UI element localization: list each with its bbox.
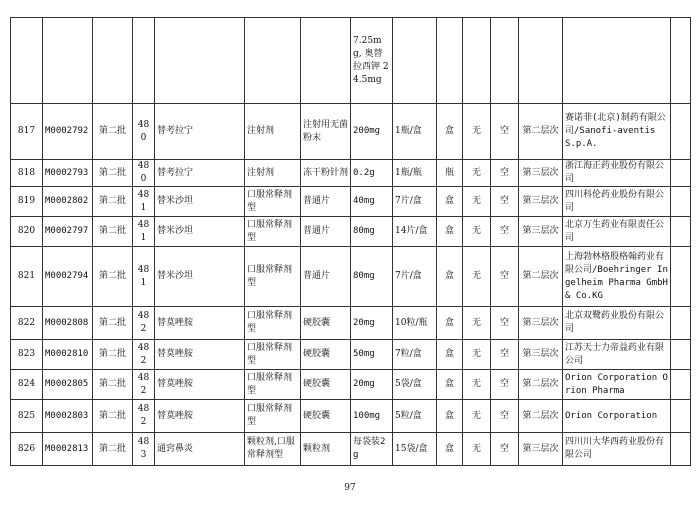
cell-empty [671,247,691,307]
cell-spec: 40mg [351,187,393,217]
cell-c1: 无 [463,247,491,307]
cell-c1: 无 [463,187,491,217]
cell-dosage-form: 口服常释剂型 [245,247,301,307]
cell-name: 替米沙坦 [155,217,245,247]
cell-company: 浙江海正药业股份有限公司 [563,160,671,187]
cell-level: 第三层次 [519,217,563,247]
cell-seq: 821 [11,247,43,307]
cell-unit: 盒 [437,307,463,340]
cell-batch: 第二批 [93,307,133,340]
cell-company: 四川川大华西药业股份有限公司 [563,433,671,466]
cell-batch: 第二批 [93,433,133,466]
cell-c2: 空 [491,370,519,400]
cell-name: 替莫唑胺 [155,307,245,340]
cell-dosage-form: 颗粒剂,口服常释剂型 [245,433,301,466]
cell-code: M0002805 [43,370,93,400]
cell-pack: 1瓶/瓶 [393,160,437,187]
cell-c1: 无 [463,217,491,247]
cell-empty [671,307,691,340]
cell-spec: 80mg [351,247,393,307]
drug-table [10,17,691,466]
cell-empty [671,400,691,433]
cell-seq: 826 [11,433,43,466]
cell-c2: 空 [491,160,519,187]
cell-empty [671,217,691,247]
cell-level: 第三层次 [519,307,563,340]
cell-c2: 空 [491,104,519,160]
cell-group: 482 [133,340,155,370]
table-row [11,307,691,340]
cell-pack: 14片/盒 [393,217,437,247]
cell-level: 第二层次 [519,370,563,400]
cell-name: 替莫唑胺 [155,370,245,400]
cell-empty [671,370,691,400]
cell-c2: 空 [491,187,519,217]
cell-pack: 5粒/盒 [393,400,437,433]
cell-company: 北京万生药业有限责任公司 [563,217,671,247]
cell-unit: 盒 [437,247,463,307]
cell-level: 第三层次 [519,340,563,370]
cell-c1: 无 [463,370,491,400]
cell-spec: 0.2g [351,160,393,187]
cell-group: 481 [133,247,155,307]
cell-dosage-form: 口服常释剂型 [245,217,301,247]
cell-actual-form: 普通片 [301,217,351,247]
cell-c2: 空 [491,307,519,340]
cell-actual-form: 注射用无菌粉末 [301,104,351,160]
cell-actual-form: 冻干粉针剂 [301,160,351,187]
cell-pack: 10粒/瓶 [393,307,437,340]
cell-dosage-form: 注射剂 [245,104,301,160]
cell-company: 上海勃林格殷格翰药业有限公司/Boehringer Ingelheim Pharma GmbH & Co.KG [563,247,671,307]
cell-spec: 20mg [351,307,393,340]
cell-pack: 7粒/盒 [393,340,437,370]
cell-unit: 盒 [437,433,463,466]
cell-actual-form: 颗粒剂 [301,433,351,466]
cell-name: 通窍鼻炎 [155,433,245,466]
cell-c1: 无 [463,400,491,433]
cell-batch: 第二批 [93,160,133,187]
cell-company: 北京双鹭药业股份有限公司 [563,307,671,340]
cell-empty [671,433,691,466]
cell-company: 四川科伦药业股份有限公司 [563,187,671,217]
cell-unit: 盒 [437,217,463,247]
cell-c2: 空 [491,433,519,466]
cell-spec: 200mg [351,104,393,160]
cell-actual-form: 普通片 [301,247,351,307]
cell-group: 480 [133,160,155,187]
table-row [11,433,691,466]
cell-group: 483 [133,433,155,466]
cell-unit: 盒 [437,370,463,400]
cell-group: 481 [133,217,155,247]
cell-code: M0002794 [43,247,93,307]
cell-spec: 80mg [351,217,393,247]
cell-group: 482 [133,307,155,340]
cell-unit: 盒 [437,187,463,217]
cell-code: M0002793 [43,160,93,187]
cell-seq: 825 [11,400,43,433]
cell-seq: 822 [11,307,43,340]
cell-level: 第三层次 [519,160,563,187]
cell-level: 第二层次 [519,247,563,307]
cell-empty [671,160,691,187]
cell-batch: 第二批 [93,370,133,400]
cell-empty [671,340,691,370]
cell-c2: 空 [491,217,519,247]
cell-dosage-form: 口服常释剂型 [245,370,301,400]
table-row-continued [11,18,691,104]
cell-pack: 5袋/盒 [393,370,437,400]
table-row [11,340,691,370]
cell-spec: 100mg [351,400,393,433]
cell-code: M0002802 [43,187,93,217]
cell-pack: 7片/盒 [393,247,437,307]
cell-company: Orion Corporation Orion Pharma [563,370,671,400]
cell-seq: 819 [11,187,43,217]
cell-name: 替米沙坦 [155,247,245,307]
cell-company: Orion Corporation [563,400,671,433]
cell-c1: 无 [463,340,491,370]
cell-c1: 无 [463,307,491,340]
cell-level: 第三层次 [519,187,563,217]
cell-pack: 15袋/盒 [393,433,437,466]
cell-group: 482 [133,370,155,400]
cell-batch: 第二批 [93,247,133,307]
spec-cell: 7.25mg, 奥替拉西钾 24.5mg [351,18,393,104]
cell-dosage-form: 口服常释剂型 [245,187,301,217]
cell-name: 替考拉宁 [155,104,245,160]
cell-c2: 空 [491,247,519,307]
cell-unit: 盒 [437,104,463,160]
cell-unit: 盒 [437,400,463,433]
cell-group: 482 [133,400,155,433]
cell-seq: 820 [11,217,43,247]
cell-seq: 823 [11,340,43,370]
cell-seq: 817 [11,104,43,160]
cell-batch: 第二批 [93,187,133,217]
cell-actual-form: 硬胶囊 [301,307,351,340]
cell-pack: 7片/盒 [393,187,437,217]
cell-code: M0002813 [43,433,93,466]
table-row [11,104,691,160]
cell-name: 替考拉宁 [155,160,245,187]
cell-c1: 无 [463,104,491,160]
cell-company: 赛诺菲(北京)制药有限公司/Sanofi-aventis S.p.A. [563,104,671,160]
table-row [11,400,691,433]
cell-empty [671,104,691,160]
cell-name: 替莫唑胺 [155,340,245,370]
table-row [11,217,691,247]
cell-spec: 每袋装2g [351,433,393,466]
cell-seq: 818 [11,160,43,187]
cell-dosage-form: 口服常释剂型 [245,307,301,340]
cell-group: 480 [133,104,155,160]
cell-dosage-form: 口服常释剂型 [245,400,301,433]
cell-batch: 第二批 [93,340,133,370]
cell-batch: 第二批 [93,217,133,247]
cell-c1: 无 [463,433,491,466]
cell-c1: 无 [463,160,491,187]
cell-code: M0002810 [43,340,93,370]
cell-dosage-form: 口服常释剂型 [245,340,301,370]
page-number: 97 [344,483,356,493]
cell-code: M0002808 [43,307,93,340]
cell-pack: 1瓶/盒 [393,104,437,160]
cell-actual-form: 硬胶囊 [301,400,351,433]
cell-level: 第三层次 [519,433,563,466]
cell-unit: 盒 [437,340,463,370]
cell-batch: 第二批 [93,400,133,433]
cell-spec: 20mg [351,370,393,400]
cell-c2: 空 [491,340,519,370]
cell-actual-form: 普通片 [301,187,351,217]
cell-code: M0002797 [43,217,93,247]
cell-empty [671,187,691,217]
cell-name: 替莫唑胺 [155,400,245,433]
cell-unit: 瓶 [437,160,463,187]
cell-name: 替米沙坦 [155,187,245,217]
cell-company: 江苏天士力帝益药业有限公司 [563,340,671,370]
cell-level: 第二层次 [519,104,563,160]
cell-code: M0002803 [43,400,93,433]
cell-actual-form: 硬胶囊 [301,370,351,400]
table-row [11,370,691,400]
table-row [11,160,691,187]
cell-level: 第二层次 [519,400,563,433]
cell-batch: 第二批 [93,104,133,160]
cell-code: M0002792 [43,104,93,160]
cell-actual-form: 硬胶囊 [301,340,351,370]
cell-seq: 824 [11,370,43,400]
table-row [11,247,691,307]
cell-dosage-form: 注射剂 [245,160,301,187]
cell-c2: 空 [491,400,519,433]
cell-spec: 50mg [351,340,393,370]
table-row [11,187,691,217]
cell-group: 481 [133,187,155,217]
